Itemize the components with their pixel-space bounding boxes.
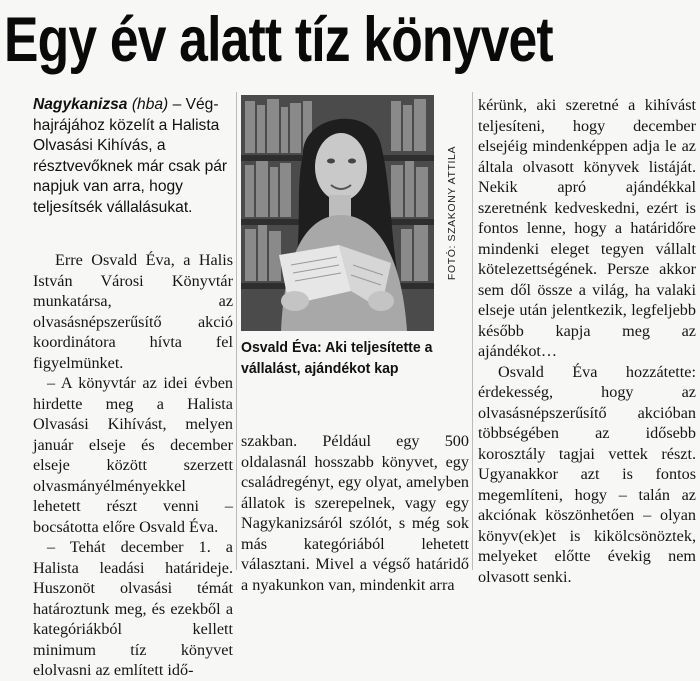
photo-portrait: [241, 95, 434, 331]
article-photo: [241, 95, 434, 331]
column-divider: [236, 92, 237, 570]
lead-place: Nagykanizsa: [33, 96, 128, 113]
paragraph: – Tehát december 1. a Halista leadási határideje. Huszonöt olvasási témát határoztunk meg, és ezekből a kategóriákból kellett minimum tíz könyvet elolvasni az említett idő-: [33, 538, 233, 679]
photo-credit: [438, 95, 466, 331]
paragraph: szakban. Például egy 500 oldalasnál hosszabb könyvet, egy családregényt, egy olyat, amelyben állatok is szerepelnek, vagy egy Nagykanizsáról szólót, s még sok más kategóriából lehetett választani. Mivel a végső határidő a nyakunkon van, mindenkit arra: [241, 432, 469, 594]
paragraph: kérünk, aki szeretné a kihívást teljesíteni, hogy december elsejéig mindenképpen adja le az általa olvasott könyvek listáját. Nekik apró ajándékkal szeretnénk kedveskedni, ezért is fontos lenne, hogy a határidőre mindenki eleget tegyen vállalt kötelezettségének. Persze akkor sem dől össze a világ, ha valaki elseje után jelentkezik, legfeljebb később kapja meg az ajándékot…: [478, 96, 696, 360]
paragraph: – A könyvtár az idei évben hirdette meg a Halista Olvasási Kihívást, melyen január elseje és december elseje között szerzett olvasmányélményekkel lehetett részt venni – bocsátotta előre Osvald Éva.: [33, 374, 233, 536]
article-headline: Egy év alatt tíz könyvet: [4, 5, 553, 75]
column-divider: [472, 92, 473, 570]
lead-agency: (hba): [131, 96, 169, 113]
lead-text: – Véghajrájához közelít a Halista Olvasási Kihívás, a résztvevőknek már csak pár napjuk van arra, hogy teljesítsék vállalásukat.: [33, 96, 228, 216]
article-lead: [33, 95, 233, 218]
body-column-2: [241, 431, 469, 595]
paragraph: Osvald Éva hozzátette: érdekesség, hogy az olvasásnépszerűsítő akcióban többségében az idősebb korosztály tagjai vettek részt. Ugyanakkor azt is fontos megemlíteni, hogy – talán az akciónak köszönhetően – olyan könyv(ek)et is kikölcsönöztek, melyeket előtte évekig nem olvasott senki.: [478, 362, 696, 586]
photo-caption: Osvald Éva: Aki teljesítette a vállalást, ajándékot kap: [241, 339, 433, 377]
body-column-1: [33, 250, 233, 681]
body-column-3: [478, 95, 696, 587]
paragraph: Erre Osvald Éva, a Halis István Városi Könyvtár munkatársa, az olvasásnépszerűsítő akció koordinátora hívta fel figyelmünket.: [33, 251, 233, 372]
photo-credit-text: FOTÓ: SZAKONY ATTILA: [446, 145, 458, 281]
